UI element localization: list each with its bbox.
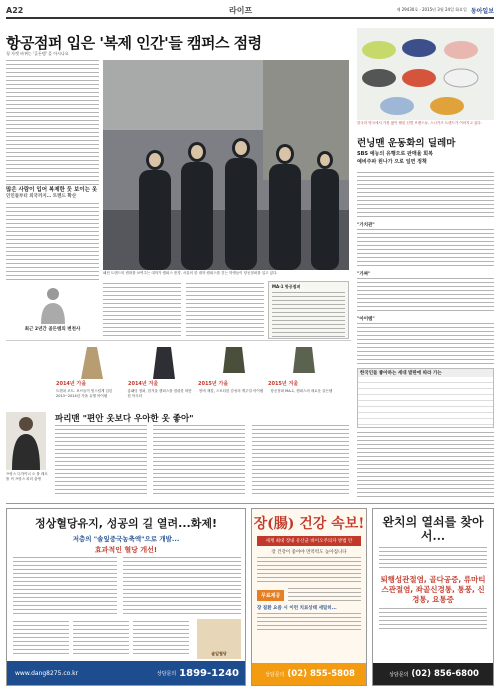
ad3-footer <box>373 663 494 685</box>
trench-coat-icon <box>79 345 105 379</box>
article-text-block <box>6 203 99 281</box>
section-name: 라이프 <box>229 5 253 15</box>
generation-year: 2014년 가을 <box>56 381 87 387</box>
right-subtitle: "가짜" <box>357 272 371 277</box>
ad2-phone[interactable]: (02) 855-5808 <box>287 669 355 679</box>
sneakers-image <box>357 28 494 120</box>
ad2-text <box>257 613 361 633</box>
generation-caption: 롱패딩 점퍼, 한겨울 캠퍼스를 점령한 따뜻한 아우터 <box>127 389 192 398</box>
generation-caption: 봄버 재킷, 스포티한 감성의 캐주얼 아이템 <box>199 389 264 393</box>
article-text-block <box>357 323 494 365</box>
right-subhead: SBS 예능의 유행으로 판매율 회복 <box>357 151 433 157</box>
table-title: 한국인들 좋아하는 세대 발판에 따라 가는 <box>358 369 493 377</box>
ad3-headline: 완치의 열쇠를 찾아서... <box>382 515 484 543</box>
ad1-footer <box>7 661 246 685</box>
info-box <box>268 281 349 339</box>
ad2-callout: 장 질환 요즘 시 이런 치료상태 세밀히... <box>257 606 337 611</box>
sidebar-title: 최근 2년간 골든템의 변천사 <box>24 327 81 332</box>
generation-item <box>268 345 348 393</box>
sidebar-figure <box>36 286 70 324</box>
info-box-text <box>272 292 345 338</box>
generation-item <box>198 345 270 393</box>
ad3-text <box>379 608 487 630</box>
article-text-block <box>357 229 494 269</box>
right-subtitle: "아이템" <box>357 317 375 322</box>
person-photo-image <box>6 412 46 470</box>
ad1-website[interactable]: www.dang8275.co.kr <box>15 669 79 677</box>
ad1-headline: 정상혈당유지, 성공의 길 열려...화제! <box>35 517 217 530</box>
ad3-text <box>379 547 487 571</box>
person-silhouette-icon <box>36 286 70 324</box>
ad1-product-name: 솔잎혈당 <box>211 651 227 656</box>
campus-photo-image <box>103 60 349 270</box>
info-box-label: MA-1 항공점퍼 <box>272 284 301 289</box>
ad2-sub: 장 건강이 좋아야 면역력도 높아집니다 <box>271 550 347 555</box>
person-caption: 프랑스 디자이너 오 폴 레르톨 씨 프랑스 파리 출생 <box>6 472 48 481</box>
ad2-text <box>257 557 361 585</box>
article-text-block <box>357 432 494 497</box>
ad3-phone-label: 상담문의 <box>389 671 409 678</box>
article-text-block <box>153 425 245 497</box>
ad2-badge: 무료제공 <box>257 590 284 601</box>
page-number: A22 <box>6 5 24 15</box>
generation-item <box>56 345 128 393</box>
bomber-jacket-icon <box>221 345 247 379</box>
ad2-phone-label: 상담문의 <box>265 671 285 678</box>
generation-year: 2015년 가을 <box>198 381 229 387</box>
right-subhead-2: 예비주파 원나가 으로 일면 정책 <box>357 159 427 165</box>
ad1-text <box>73 621 129 657</box>
ad1-phone[interactable]: 1899-1240 <box>179 667 239 679</box>
ad-blood-sugar <box>6 508 246 686</box>
article-text-block <box>103 283 181 338</box>
article-text-block <box>186 283 264 338</box>
ad2-headline: 장(腸) 건강 속보! <box>253 516 365 532</box>
newspaper-logo: 동아일보 <box>470 7 494 15</box>
issue-meta: 제 29430호 · 2015년 3월 24일 화요일 <box>396 7 467 12</box>
ad-joint-health <box>372 508 494 686</box>
ad1-subtitle: 저층의 "솔잎중국농축액"으로 개발... <box>72 535 180 543</box>
article-subhead-2: 인인들부터 외국까지… 트렌드 확산 <box>6 194 77 199</box>
main-photo <box>103 60 349 270</box>
flight-jacket-icon <box>291 345 317 379</box>
person-photo <box>6 412 46 470</box>
generation-caption: 항공점퍼 MA-1, 캠퍼스의 새로운 골든템 <box>270 389 333 393</box>
second-headline: 파리맨 "편안 옷보다 우아한 옷 좋아" <box>55 414 194 424</box>
generation-caption: 트렌치 코트. 보브들이 멋스럽게 입던 2013~2014년 가을 유행 아이템 <box>56 389 113 398</box>
ad-separator <box>6 503 494 504</box>
article-text-block <box>6 60 99 185</box>
article-text-block <box>357 172 494 220</box>
padded-jacket-icon <box>151 345 177 379</box>
main-kicker: 청 자켓 바뀌는 '골든템' 을 아시나요 <box>6 51 69 56</box>
right-subtitle: "가치관" <box>357 223 375 228</box>
generation-item <box>128 345 200 393</box>
generation-year: 2015년 겨울 <box>268 381 299 387</box>
generation-captions <box>56 389 346 398</box>
ad2-banner: 세계 최대 장내 유산균 바이오주의자 방법 탄 <box>257 536 361 546</box>
right-headline: 런닝맨 운동화의 딜레마 <box>357 138 456 149</box>
ad-gut-health <box>251 508 367 686</box>
ad3-phone[interactable]: (02) 856-6800 <box>411 669 479 679</box>
table-body <box>358 377 493 427</box>
article-text-block <box>357 278 494 314</box>
ad1-product-image <box>197 619 241 659</box>
main-headline: 항공점퍼 입은 '복제 인간'들 캠퍼스 점령 <box>6 34 262 52</box>
article-subhead: 많은 사람이 입어 복제한 듯 보이는 옷 <box>6 187 98 193</box>
header-rule <box>6 17 494 19</box>
ad2-footer <box>252 663 367 685</box>
article-text-block <box>55 425 147 497</box>
sneakers-caption: 한국과 영국에서 가장 많이 팔린 신발 브랜드들. 스니커즈 트렌드가 이어지고 있다. <box>357 121 482 125</box>
ad1-tagline: 효과적인 혈당 개선! <box>94 546 158 554</box>
page-header <box>6 4 494 16</box>
ranking-table <box>357 368 494 428</box>
article-text-block <box>252 425 349 497</box>
ad3-body: 퇴행성관절염, 골다공증, 류마티스관절염, 좌골신경통, 통풍, 신경통, 요통증 <box>380 575 486 604</box>
ad1-phone-label: 상담문의 <box>156 670 177 677</box>
main-photo-caption: 패션 트렌드의 변화를 보여주는 대학가 캠퍼스 풍경. 서울의 한 대학 캠퍼스를 걷는 학생들이 항공점퍼를 입고 있다. <box>103 271 278 275</box>
ad1-text <box>133 621 189 657</box>
sneakers-photo <box>357 28 494 120</box>
ad1-text <box>13 557 117 615</box>
ad1-text <box>123 557 241 615</box>
ad1-text <box>13 621 69 657</box>
ad2-text <box>288 588 361 602</box>
generation-year: 2014년 겨울 <box>128 381 159 387</box>
